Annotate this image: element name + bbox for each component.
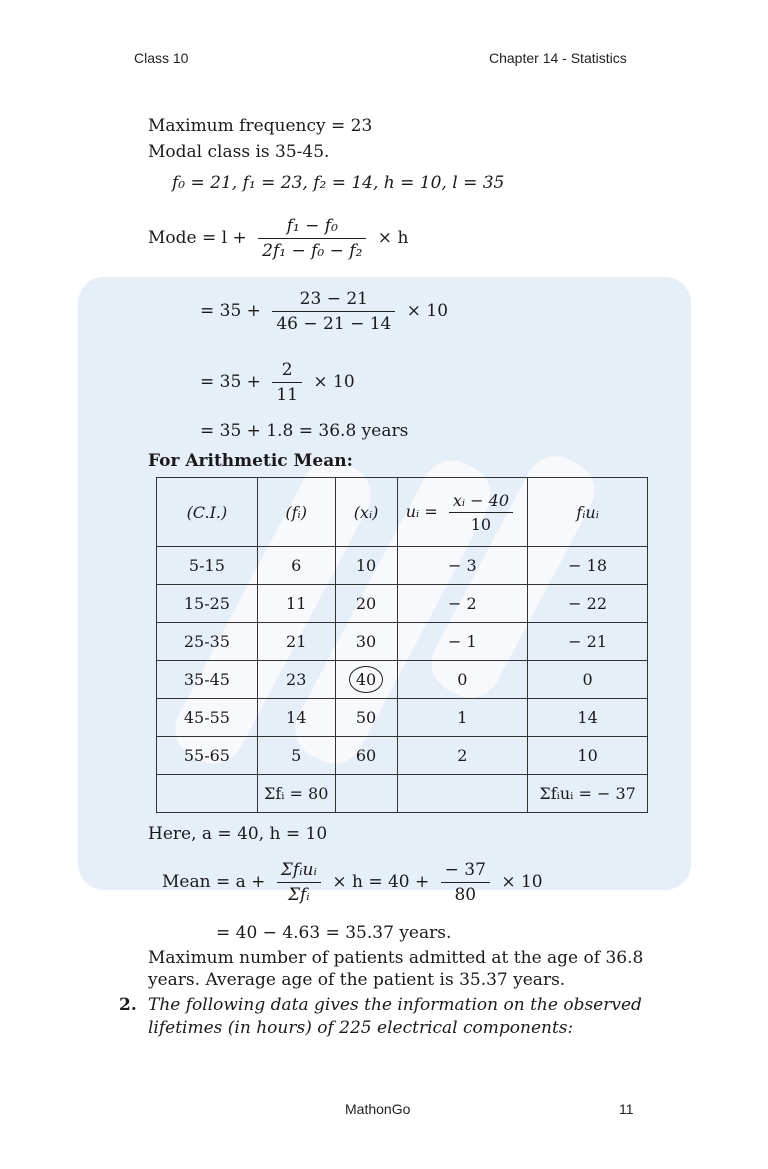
mean-den1: Σfᵢ — [287, 885, 310, 905]
cell-xi: 20 — [335, 585, 397, 623]
cell-xi: 10 — [335, 547, 397, 585]
mean-rhs: × 10 — [501, 872, 543, 892]
step1-numerator: 23 − 21 — [272, 289, 395, 312]
mode-denominator: 2f₁ − f₀ − f₂ — [262, 241, 363, 261]
cell-xi-circled: 40 — [349, 666, 383, 693]
cell-fi: 21 — [257, 623, 335, 661]
mode-formula — [148, 216, 408, 261]
here-values: Here, a = 40, h = 10 — [148, 824, 328, 844]
modal-class-text: Modal class is 35-45. — [148, 142, 330, 162]
cell-ci: 35-45 — [157, 661, 258, 699]
mean-fraction-1 — [277, 860, 321, 905]
mean-num1: Σfᵢuᵢ — [277, 860, 321, 883]
table-row — [157, 699, 648, 737]
header-ui-numerator: xᵢ − 40 — [449, 491, 513, 513]
cell-fiui: 14 — [528, 699, 648, 737]
cell-xi: 50 — [335, 699, 397, 737]
page-number: 11 — [619, 1101, 634, 1117]
cell-ci: 15-25 — [157, 585, 258, 623]
cell-fiui: − 18 — [528, 547, 648, 585]
header-xi: (xᵢ) — [353, 502, 379, 522]
mode-lhs: Mode = l + — [148, 228, 247, 248]
step1-rhs: × 10 — [406, 301, 449, 321]
cell-ci: 45-55 — [157, 699, 258, 737]
cell-fi: 23 — [257, 661, 335, 699]
total-fi: Σfᵢ = 80 — [257, 775, 335, 813]
mean-fraction-2 — [441, 860, 490, 905]
cell-ci: 25-35 — [157, 623, 258, 661]
header-ui-denominator: 10 — [470, 514, 492, 534]
question-line-1: The following data gives the information on the observed — [148, 995, 642, 1015]
table-row — [157, 661, 648, 699]
step2-fraction — [272, 360, 302, 405]
conclusion-line-2: years. Average age of the patient is 35.37 years. — [148, 970, 566, 990]
mode-step1 — [200, 289, 448, 334]
conclusion-line-1: Maximum number of patients admitted at the age of 36.8 — [148, 948, 644, 968]
total-fiui: Σfᵢuᵢ = − 37 — [528, 775, 648, 813]
mean-num2: − 37 — [441, 860, 490, 883]
mode-numerator: f₁ − f₀ — [258, 216, 366, 239]
header-fi: (fᵢ) — [285, 502, 308, 522]
table-total-row — [157, 775, 648, 813]
given-values: f₀ = 21, f₁ = 23, f₂ = 14, h = 10, l = 35 — [172, 173, 505, 193]
cell-fiui: − 21 — [528, 623, 648, 661]
mode-rhs: × h — [377, 228, 409, 248]
cell-xi: 30 — [335, 623, 397, 661]
cell-xi: 60 — [335, 737, 397, 775]
step2-lhs: = 35 + — [200, 372, 261, 392]
cell-fiui: 0 — [528, 661, 648, 699]
cell-ui: 2 — [397, 737, 528, 775]
cell-fiui: − 22 — [528, 585, 648, 623]
mean-formula — [162, 860, 543, 905]
cell-fi: 5 — [257, 737, 335, 775]
cell-ui: 1 — [397, 699, 528, 737]
max-frequency-text: Maximum frequency = 23 — [148, 116, 373, 136]
step2-rhs: × 10 — [313, 372, 355, 392]
table-row — [157, 623, 648, 661]
cell-ui: − 2 — [397, 585, 528, 623]
mean-den2: 80 — [454, 885, 477, 905]
table-row — [157, 547, 648, 585]
mean-mid: × h = 40 + — [332, 872, 430, 892]
step2-numerator: 2 — [272, 360, 302, 383]
cell-ui: 0 — [397, 661, 528, 699]
cell-fiui: 10 — [528, 737, 648, 775]
mean-result: = 40 − 4.63 = 35.37 years. — [216, 923, 452, 943]
step2-denominator: 11 — [276, 385, 298, 405]
header-fiui: fᵢuᵢ — [576, 502, 599, 522]
cell-fi: 6 — [257, 547, 335, 585]
header-ui-lhs: uᵢ = — [405, 501, 438, 521]
step1-lhs: = 35 + — [200, 301, 261, 321]
header-class: Class 10 — [134, 50, 189, 66]
mode-fraction — [258, 216, 366, 261]
step1-denominator: 46 − 21 − 14 — [276, 314, 392, 334]
header-ui-fraction — [449, 491, 513, 534]
mode-result: = 35 + 1.8 = 36.8 years — [200, 421, 409, 441]
question-number: 2. — [119, 995, 137, 1015]
cell-fi: 14 — [257, 699, 335, 737]
mode-step2 — [200, 360, 355, 405]
frequency-table — [156, 477, 648, 813]
cell-ui: − 3 — [397, 547, 528, 585]
mean-lhs: Mean = a + — [162, 872, 266, 892]
table-row — [157, 585, 648, 623]
cell-ci: 55-65 — [157, 737, 258, 775]
cell-fi: 11 — [257, 585, 335, 623]
footer-brand: MathonGo — [345, 1101, 411, 1117]
header-chapter: Chapter 14 - Statistics — [489, 50, 627, 66]
cell-ci: 5-15 — [157, 547, 258, 585]
table-header-row — [157, 478, 648, 547]
step1-fraction — [272, 289, 395, 334]
arithmetic-mean-heading: For Arithmetic Mean: — [148, 451, 353, 471]
cell-ui: − 1 — [397, 623, 528, 661]
question-line-2: lifetimes (in hours) of 225 electrical components: — [148, 1018, 574, 1038]
table-row — [157, 737, 648, 775]
header-ci: (C.I.) — [186, 502, 228, 522]
